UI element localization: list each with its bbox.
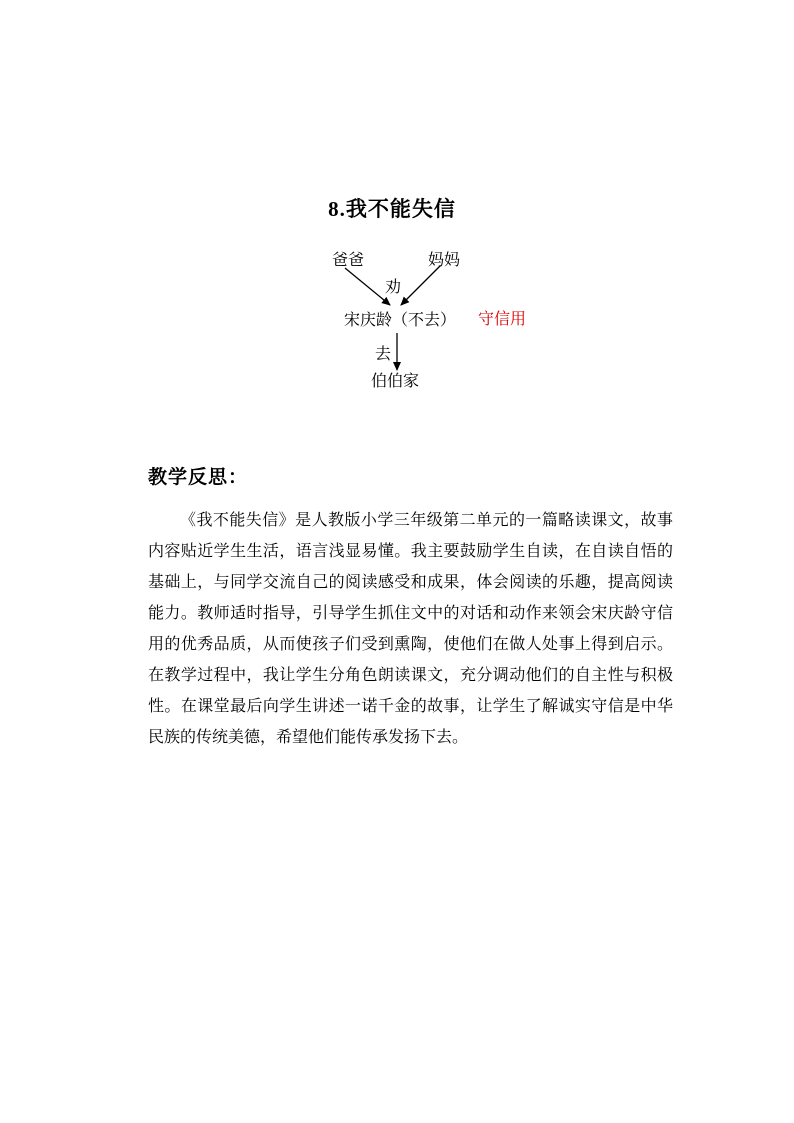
node-mom: 妈妈 bbox=[428, 252, 461, 269]
arrow-mom-to-song bbox=[401, 266, 440, 305]
arrow-dad-to-song bbox=[345, 268, 390, 305]
lesson-title: 8.我不能失信 bbox=[328, 197, 456, 221]
arrow-label-go: 去 bbox=[375, 346, 392, 363]
node-dad: 爸爸 bbox=[332, 252, 365, 269]
reflection-heading: 教学反思： bbox=[148, 467, 249, 488]
annotation-keep-faith: 守信用 bbox=[478, 311, 527, 328]
reflection-paragraph: 《我不能失信》是人教版小学三年级第二单元的一篇略读课文，故事内容贴近学生生活，语言浅显易懂。我主要鼓励学生自读，在自读自悟的基础上，与同学交流自己的阅读感受和成果，体会阅读的乐趣，提高阅读能力。教师适时指导，引导学生抓住文中的对话和动作来领会宋庆龄守信用的优秀品质，从而使孩子们受到熏陶，使他们在做人处事上得到启示。在教学过程中，我让学生分角色朗读课文，充分调动他们的自主性与积极性。在课堂最后向学生讲述一诺千金的故事，让学生了解诚实守信是中华民族的传统美德，希望他们能传承发扬下去。 bbox=[148, 512, 673, 746]
node-uncle-home: 伯伯家 bbox=[371, 373, 420, 390]
arrow-label-persuade: 劝 bbox=[385, 279, 402, 296]
node-song-qingling: 宋庆龄（不去） bbox=[344, 312, 457, 329]
concept-diagram bbox=[330, 245, 560, 400]
